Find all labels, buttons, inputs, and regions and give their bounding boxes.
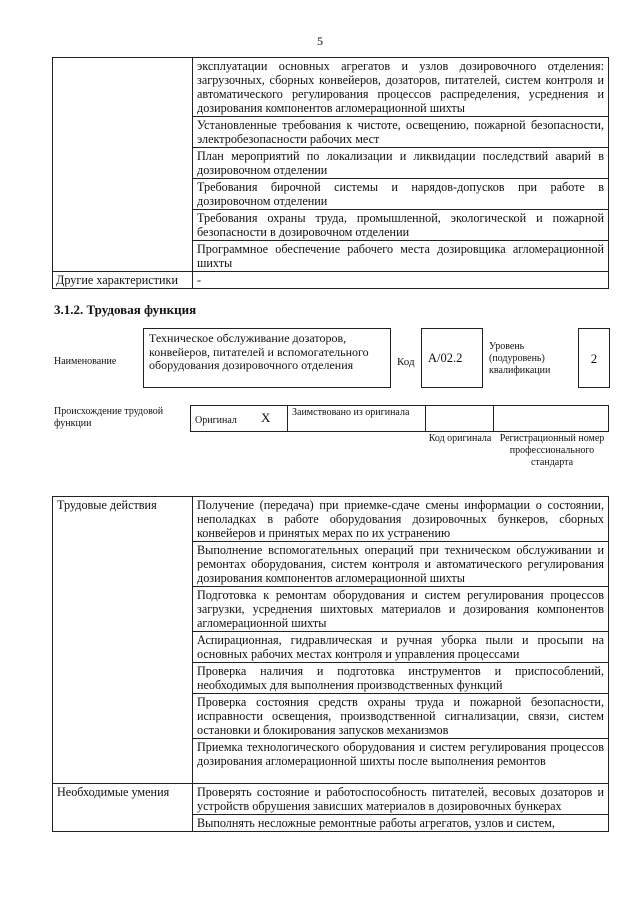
knowledge-row: эксплуатации основных агрегатов и узлов дозировочного отделения: загрузочных, сборных конвейеров, дозаторов, питателей, систем контроля и автоматического регулирования процессов распределения, усреднения и дозирования компонентов агломерационной шихты [193,58,609,117]
labor-action-row: Проверка наличия и подготовка инструментов и приспособлений, необходимых для выполнения производственных функций [193,663,609,694]
original-label: Оригинал [195,414,237,426]
knowledge-row: Установленные требования к чистоте, освещению, пожарной безопасности, электробезопасности рабочих мест [193,117,609,148]
skill-row: Проверять состояние и работоспособность питателей, весовых дозаторов и устройств обрушения зависших материалов в дозировочных бункерах [193,784,609,815]
qualification-level-box [578,328,610,388]
level-label: Уровень (подуровень) квалификации [489,341,551,376]
knowledge-row: Требования охраны труда, промышленной, экологической и пожарной безопасности в дозировочном отделении [193,210,609,241]
code-original-cell [426,406,494,432]
qualification-level-value: 2 [590,351,598,366]
knowledge-row: Программное обеспечение рабочего места дозировщика агломерационной шихты [193,241,609,272]
labor-actions-label: Трудовые действия [53,497,193,784]
labor-action-row: Выполнение вспомогательных операций при техническом обслуживании и ремонтах оборудования, систем контроля и автоматического регулирования дозирования компонентов агломерационной шихты [193,542,609,587]
section-title: 3.1.2. Трудовая функция [54,302,197,317]
labor-action-row: Получение (передача) при приемке-сдаче смены информации о состоянии, неполадках в работе оборудования дозировочных бункеров, сборных конвейеров и принятых мерах по их устранению [193,497,609,542]
other-characteristics-value: - [193,272,609,289]
knowledge-continuation-table [52,57,609,289]
labor-action-row: Приемка технологического оборудования и систем регулирования процессов дозирования агломерационной шихты после выполнения ремонтов [193,739,609,784]
origin-label: Происхождение трудовой функции [54,406,164,429]
skill-row: Выполнять несложные ремонтные работы агрегатов, узлов и систем, [193,815,609,832]
function-code-box [421,328,483,388]
labor-action-row: Подготовка к ремонтам оборудования и систем регулирования процессов загрузки, усреднения шихтовых материалов и дозирования компонентов агломерационной шихты [193,587,609,632]
other-characteristics-label: Другие характеристики [53,272,193,289]
reg-number-cell [494,406,609,432]
name-label: Наименование [54,356,117,367]
function-name-value: Техническое обслуживание дозаторов, конвейеров, питателей и вспомогательного оборудования дозировочного отделения [149,331,369,372]
knowledge-row: Требования бирочной системы и нарядов-допусков при работе в дозировочном отделении [193,179,609,210]
function-name-box [143,328,391,388]
labor-action-row: Аспирационная, гидравлическая и ручная уборка пыли и просыпи на основных рабочих местах контроля и управления процессами [193,632,609,663]
labor-actions-table [52,496,609,832]
reg-number-caption: Регистрационный номер профессионального стандарта [499,433,605,468]
knowledge-row: План мероприятий по локализации и ликвидации последствий аварий в дозировочном отделении [193,148,609,179]
original-cell [191,406,288,432]
knowledge-label-cell [53,58,193,272]
borrowed-cell: Заимствовано из оригинала [288,406,426,432]
function-code-value: А/02.2 [428,351,463,365]
labor-action-row: Проверка состояния средств охраны труда и пожарной безопасности, исправности освещения, производственной сигнализации, связи, систем остановки и блокирования запусков механизмов [193,694,609,739]
origin-table [190,405,609,432]
original-mark: Х [261,410,271,425]
page-number: 5 [317,34,323,48]
code-label: Код [397,356,415,368]
code-original-caption: Код оригинала [428,433,492,444]
skills-label: Необходимые умения [53,784,193,832]
